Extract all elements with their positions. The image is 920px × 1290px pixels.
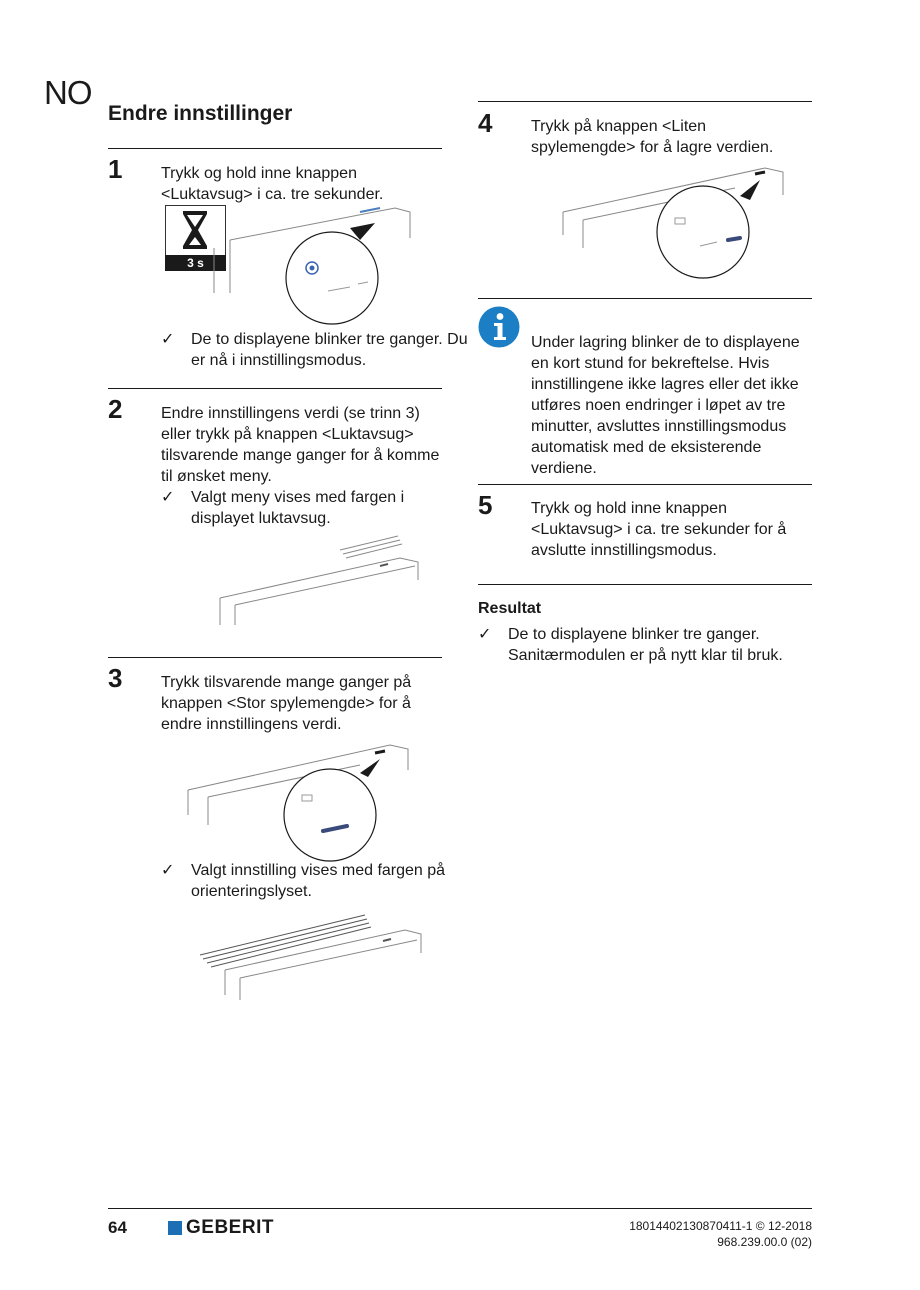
step-text: Trykk og hold inne knappen <Luktavsug> i ca. tre sekunder for å avslutte innstillingsmodus. — [531, 500, 787, 559]
hourglass-label: 3 s — [187, 256, 204, 270]
footer-divider — [108, 1208, 812, 1209]
step-number: 1 — [108, 154, 123, 184]
step-number: 3 — [108, 663, 123, 693]
info-text: Under lagring blinker de to displayene en kort stund for bekreftelse. Hvis innstillingene ikke lagres eller det ikke utføres noen endringer i løpet av tre minutter, avsluttes innstillingsmodus automatisk med de eksisterende verdiene. — [531, 334, 800, 477]
step-text: Trykk og hold inne knappen <Luktavsug> i ca. tre sekunder. — [161, 165, 384, 203]
illustration-panel-5 — [555, 160, 790, 290]
divider — [108, 657, 442, 658]
step-number: 5 — [478, 490, 493, 520]
checkmark-icon: ✓ — [161, 331, 175, 348]
step-text: Trykk på knappen <Liten spylemengde> for å lagre verdien. — [531, 118, 774, 156]
logo-square-icon — [168, 1221, 182, 1235]
check-text: Valgt meny vises med fargen i displayet luktavsug. — [191, 489, 405, 527]
check-item — [161, 860, 471, 902]
brand-logo — [168, 1217, 274, 1239]
checkmark-icon: ✓ — [478, 626, 492, 643]
step-number: 4 — [478, 108, 493, 138]
check-text: Valgt innstilling vises med fargen på orienteringslyset. — [191, 862, 446, 900]
illustration-panel-2 — [210, 530, 425, 635]
check-item — [161, 487, 461, 529]
page-title: Endre innstillinger — [108, 102, 293, 125]
divider — [478, 584, 812, 585]
doc-id: 18014402130870411-1 © 12-2018 — [629, 1219, 812, 1233]
info-icon — [478, 306, 520, 353]
illustration-panel-4 — [195, 905, 430, 1010]
result-heading: Resultat — [478, 600, 542, 617]
step-text: Endre innstillingens verdi (se trinn 3) eller trykk på knappen <Luktavsug> tilsvarende mange ganger for å komme til ønsket meny. — [161, 405, 440, 485]
divider — [478, 298, 812, 299]
checkmark-icon: ✓ — [161, 862, 175, 879]
check-item — [161, 329, 471, 371]
step-number: 2 — [108, 394, 123, 424]
brand-name: GEBERIT — [186, 1217, 274, 1238]
language-code: NO — [44, 74, 92, 111]
doc-info — [629, 1218, 812, 1250]
divider — [478, 101, 812, 102]
check-item — [478, 624, 838, 666]
step-text: Trykk tilsvarende mange ganger på knappen <Stor spylemengde> for å endre innstillingens verdi. — [161, 674, 412, 733]
divider — [478, 484, 812, 485]
checkmark-icon: ✓ — [161, 489, 175, 506]
doc-number: 968.239.00.0 (02) — [717, 1235, 812, 1249]
check-text: De to displayene blinker tre ganger. Sanitærmodulen er på nytt klar til bruk. — [508, 626, 783, 664]
check-text: De to displayene blinker tre ganger. Du er nå i innstillingsmodus. — [191, 331, 468, 369]
divider — [108, 388, 442, 389]
page-number: 64 — [108, 1218, 127, 1237]
divider — [108, 148, 442, 149]
